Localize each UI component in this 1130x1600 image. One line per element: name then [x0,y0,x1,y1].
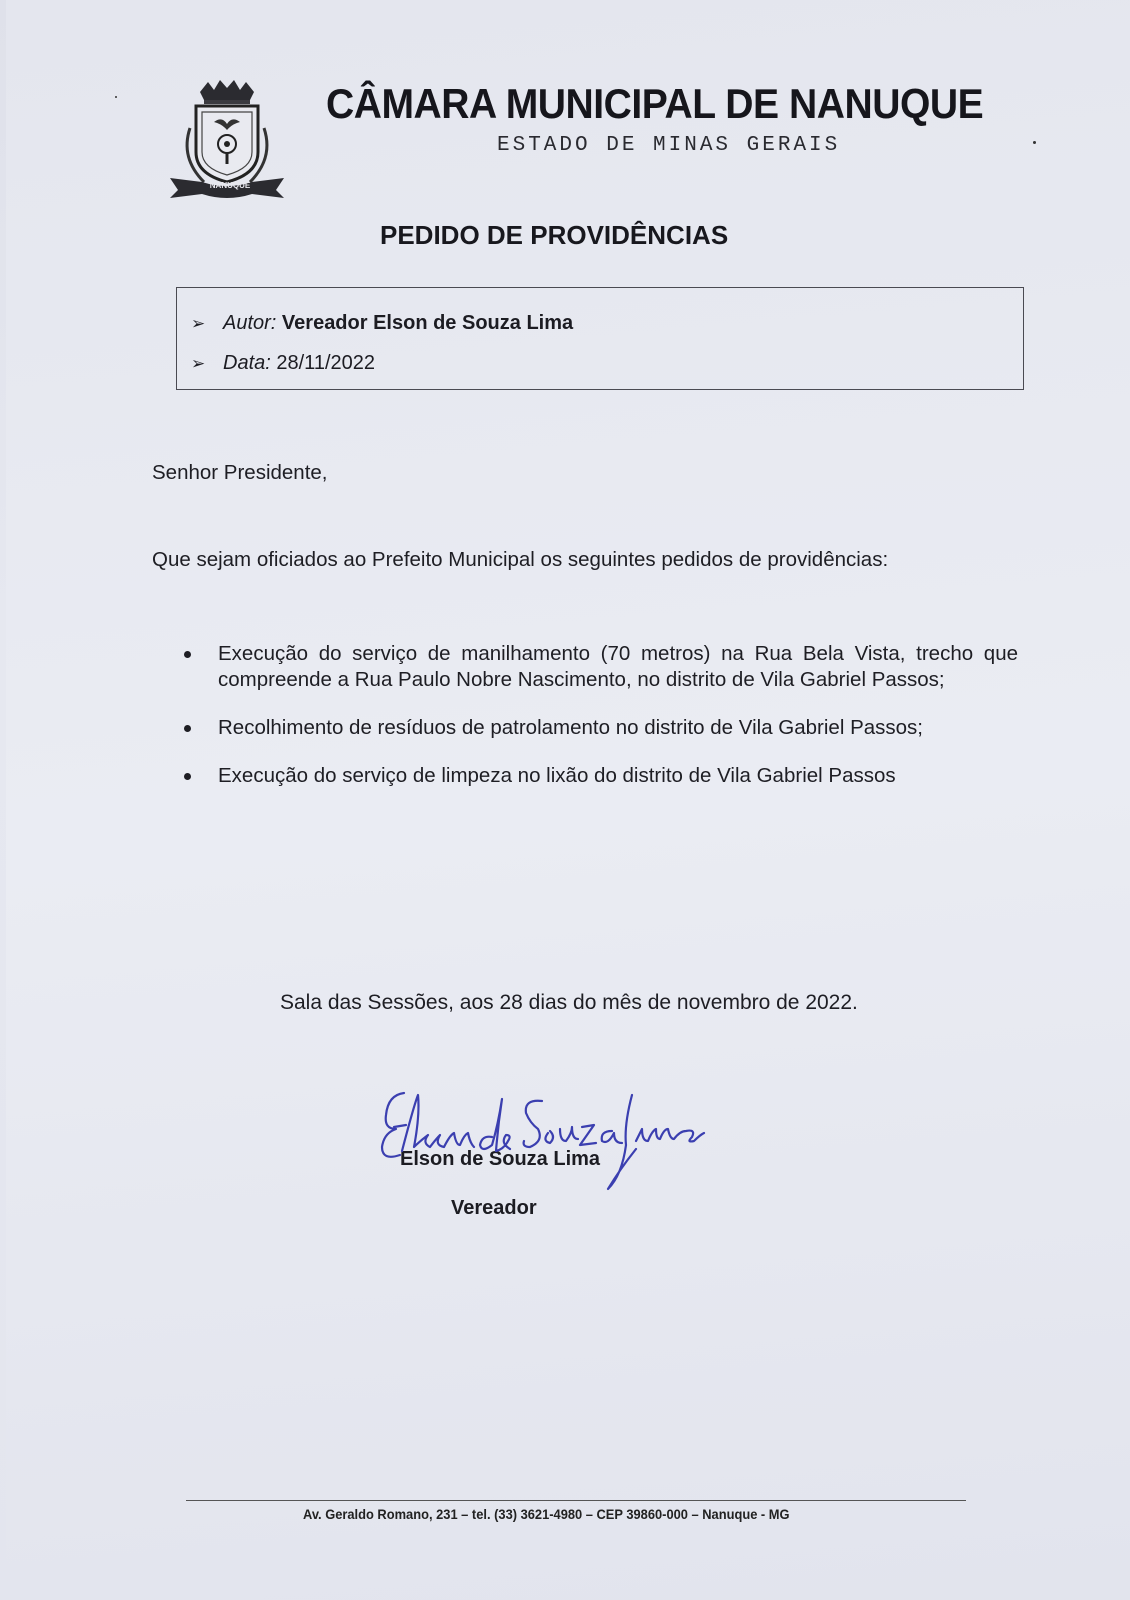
institution-title: CÂMARA MUNICIPAL DE NANUQUE [326,80,984,127]
footer-divider [186,1500,966,1501]
author-label: Autor: [223,312,277,334]
date-row [191,352,375,375]
handwritten-signature [374,1085,714,1200]
requests-list [180,641,1018,811]
scan-speck [115,96,117,98]
document-heading: PEDIDO DE PROVIDÊNCIAS [380,220,729,250]
author-info-box [176,287,1024,390]
date-label: Data: [223,352,271,374]
arrow-bullet-icon: ➢ [191,354,206,373]
footer-address: Av. Geraldo Romano, 231 – tel. (33) 3621-4980 – CEP 39860-000 – Nanuque - MG [303,1506,790,1522]
salutation: Senhor Presidente, [152,461,328,484]
bullet-icon [184,725,191,732]
list-item-text: Execução do serviço de limpeza no lixão do distrito de Vila Gabriel Passos [218,764,896,787]
scan-speck [1033,141,1036,144]
list-item [180,641,1018,693]
list-item-text: Execução do serviço de manilhamento (70 metros) na Rua Bela Vista, trecho que compreende a Rua Paulo Nobre Nascimento, no distrito de Vila Gabriel Passos; [218,642,1018,691]
author-row [191,312,573,335]
list-item-text: Recolhimento de resíduos de patrolamento no distrito de Vila Gabriel Passos; [218,716,923,739]
list-item [180,715,1018,741]
signatory-role: Vereador [451,1197,537,1219]
list-item [180,763,1018,789]
date-value: 28/11/2022 [276,352,375,374]
author-value: Vereador Elson de Souza Lima [281,312,574,334]
crest-ribbon-text: NANUQUE [209,181,251,190]
bullet-icon [184,651,191,658]
arrow-bullet-icon: ➢ [191,314,206,333]
signatory-name: Elson de Souza Lima [400,1148,601,1170]
closing-line: Sala das Sessões, aos 28 dias do mês de novembro de 2022. [280,991,858,1014]
state-subtitle: ESTADO DE MINAS GERAIS [497,134,841,157]
bullet-icon [184,773,191,780]
intro-paragraph: Que sejam oficiados ao Prefeito Municipal os seguintes pedidos de providências: [152,548,889,571]
